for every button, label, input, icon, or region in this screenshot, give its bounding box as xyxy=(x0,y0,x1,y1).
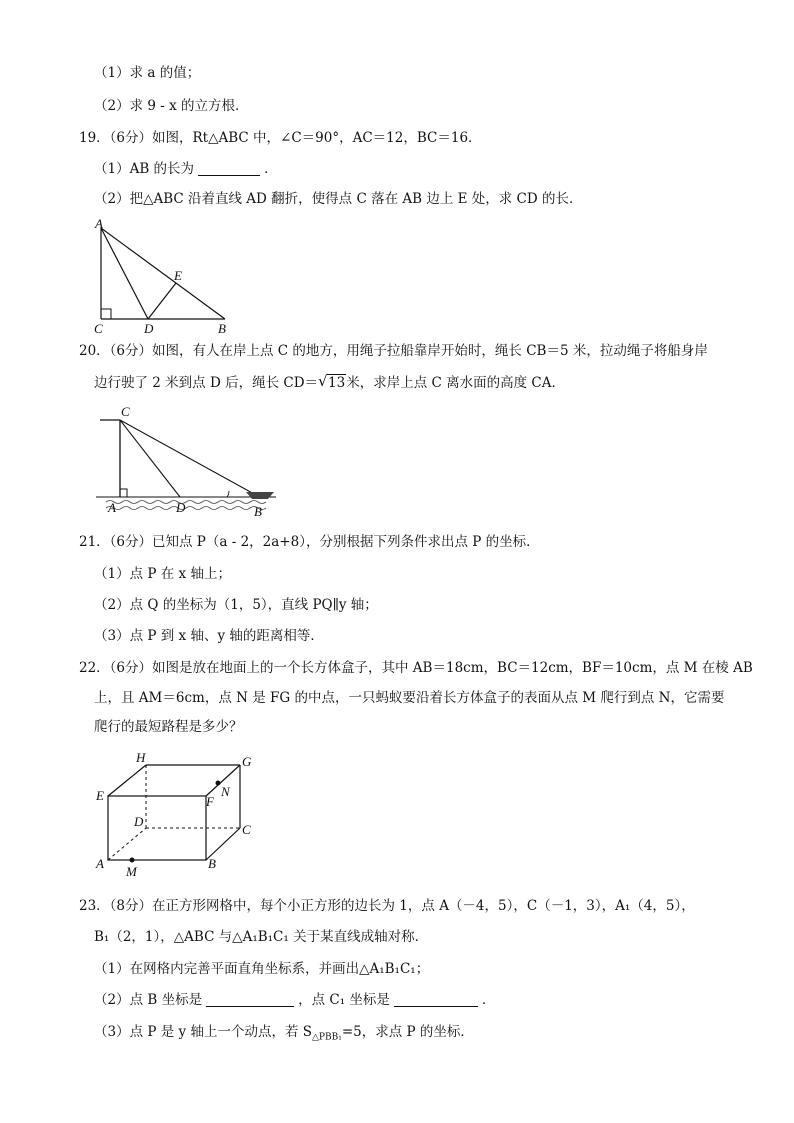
q22-label-h: H xyxy=(136,750,146,765)
q23-c1-coordinate-blank[interactable] xyxy=(394,992,478,1007)
q23-part2-text-a: （2）点 B 坐标是 xyxy=(94,992,203,1008)
q20-heading-line2 xyxy=(94,374,565,392)
q23-part2-text-b: ，点 C₁ 坐标是 xyxy=(298,992,390,1008)
q20-heading-line1: 20．（6分）如图，有人在岸上点 C 的地方，用绳子拉船靠岸开始时，绳长 CB＝5 米，拉动绳子将船身岸 xyxy=(79,343,708,359)
q18-part1: （1）求 a 的值； xyxy=(94,65,201,81)
q22-label-g: G xyxy=(242,754,252,769)
q22-label-b: B xyxy=(208,856,216,871)
q19-heading: 19．（6分）如图，Rt△ABC 中，∠C＝90°，AC＝12，BC＝16． xyxy=(79,130,482,146)
q18-part2: （2）求 9 - x 的立方根． xyxy=(94,98,249,114)
q21-part2: （2）点 Q 的坐标为（1，5），直线 PQ∥y 轴； xyxy=(94,597,378,613)
q19-part1-text: （1）AB 的长为 xyxy=(94,161,195,177)
q22-label-f: F xyxy=(206,794,214,809)
q20-label-b: B xyxy=(254,504,262,519)
q20-boat-figure xyxy=(96,402,286,520)
q23-area-subscript: △PBB₁ xyxy=(312,1032,342,1043)
q20-text-a: 边行驶了 2 米到点 D 后，绳长 CD＝ xyxy=(94,375,319,391)
sqrt-radicand: 13 xyxy=(328,375,346,391)
q19-label-d: D xyxy=(144,321,154,336)
q19-label-c: C xyxy=(94,321,103,336)
q20-text-b: 米，求岸上点 C 离水面的高度 CA． xyxy=(346,375,566,391)
q19-answer-blank[interactable] xyxy=(198,161,260,176)
q23-part1: （1）在网格内完善平面直角坐标系，并画出△A₁B₁C₁； xyxy=(94,961,430,977)
q21-part3: （3）点 P 到 x 轴、y 轴的距离相等． xyxy=(94,628,324,644)
q19-label-a: A xyxy=(95,216,103,231)
q20-label-a: A xyxy=(108,500,116,515)
q21-part1: （1）点 P 在 x 轴上； xyxy=(94,566,231,582)
q19-part1 xyxy=(94,160,278,178)
q23-part2-end: ． xyxy=(481,992,496,1008)
q22-label-c: C xyxy=(242,822,251,837)
q23-part2 xyxy=(94,991,495,1009)
q22-label-a: A xyxy=(96,856,104,871)
q23-part3-text-a: （3）点 P 是 y 轴上一个动点，若 S xyxy=(94,1024,313,1040)
q22-label-d: D xyxy=(134,814,144,829)
q23-heading-line2: B₁（2，1），△ABC 与△A₁B₁C₁ 关于某直线成轴对称． xyxy=(94,929,429,945)
q23-part3-text-b: =5，求点 P 的坐标． xyxy=(341,1024,474,1040)
q22-label-e: E xyxy=(96,788,104,803)
q20-label-c: C xyxy=(121,404,130,419)
q23-b-coordinate-blank[interactable] xyxy=(206,992,294,1007)
q22-heading-line2: 上，且 AM＝6cm，点 N 是 FG 的中点，一只蚂蚁要沿着长方体盒子的表面从点 M 爬行到点 N，它需要 xyxy=(94,690,725,706)
q22-heading-line3: 爬行的最短路程是多少？ xyxy=(94,719,243,735)
sqrt-13: √ 13 xyxy=(318,372,346,391)
q19-part2: （2）把△ABC 沿着直线 AD 翻折，使得点 C 落在 AB 边上 E 处，求 CD 的长． xyxy=(94,191,583,207)
q20-label-d: D xyxy=(176,500,186,515)
q22-box-figure xyxy=(92,748,262,878)
q23-heading-line1: 23．（8分）在正方形网格中，每个小正方形的边长为 1，点 A（－4，5），C（－1，3），A₁（4，5）， xyxy=(79,898,695,914)
q22-label-m: M xyxy=(126,864,137,878)
q22-label-n: N xyxy=(221,784,230,799)
boat-icon xyxy=(246,492,274,499)
q19-triangle-figure xyxy=(90,216,240,338)
q19-part1-end: ． xyxy=(264,161,278,177)
q22-heading-line1: 22．（6分）如图是放在地面上的一个长方体盒子，其中 AB＝18cm，BC＝12cm，BF＝10cm，点 M 在棱 AB xyxy=(79,660,753,676)
q19-label-b: B xyxy=(218,321,226,336)
q19-label-e: E xyxy=(174,268,182,283)
q21-heading: 21．（6分）已知点 P（a - 2，2a+8），分别根据下列条件求出点 P 的坐标． xyxy=(79,534,540,550)
q23-part3 xyxy=(94,1023,474,1047)
